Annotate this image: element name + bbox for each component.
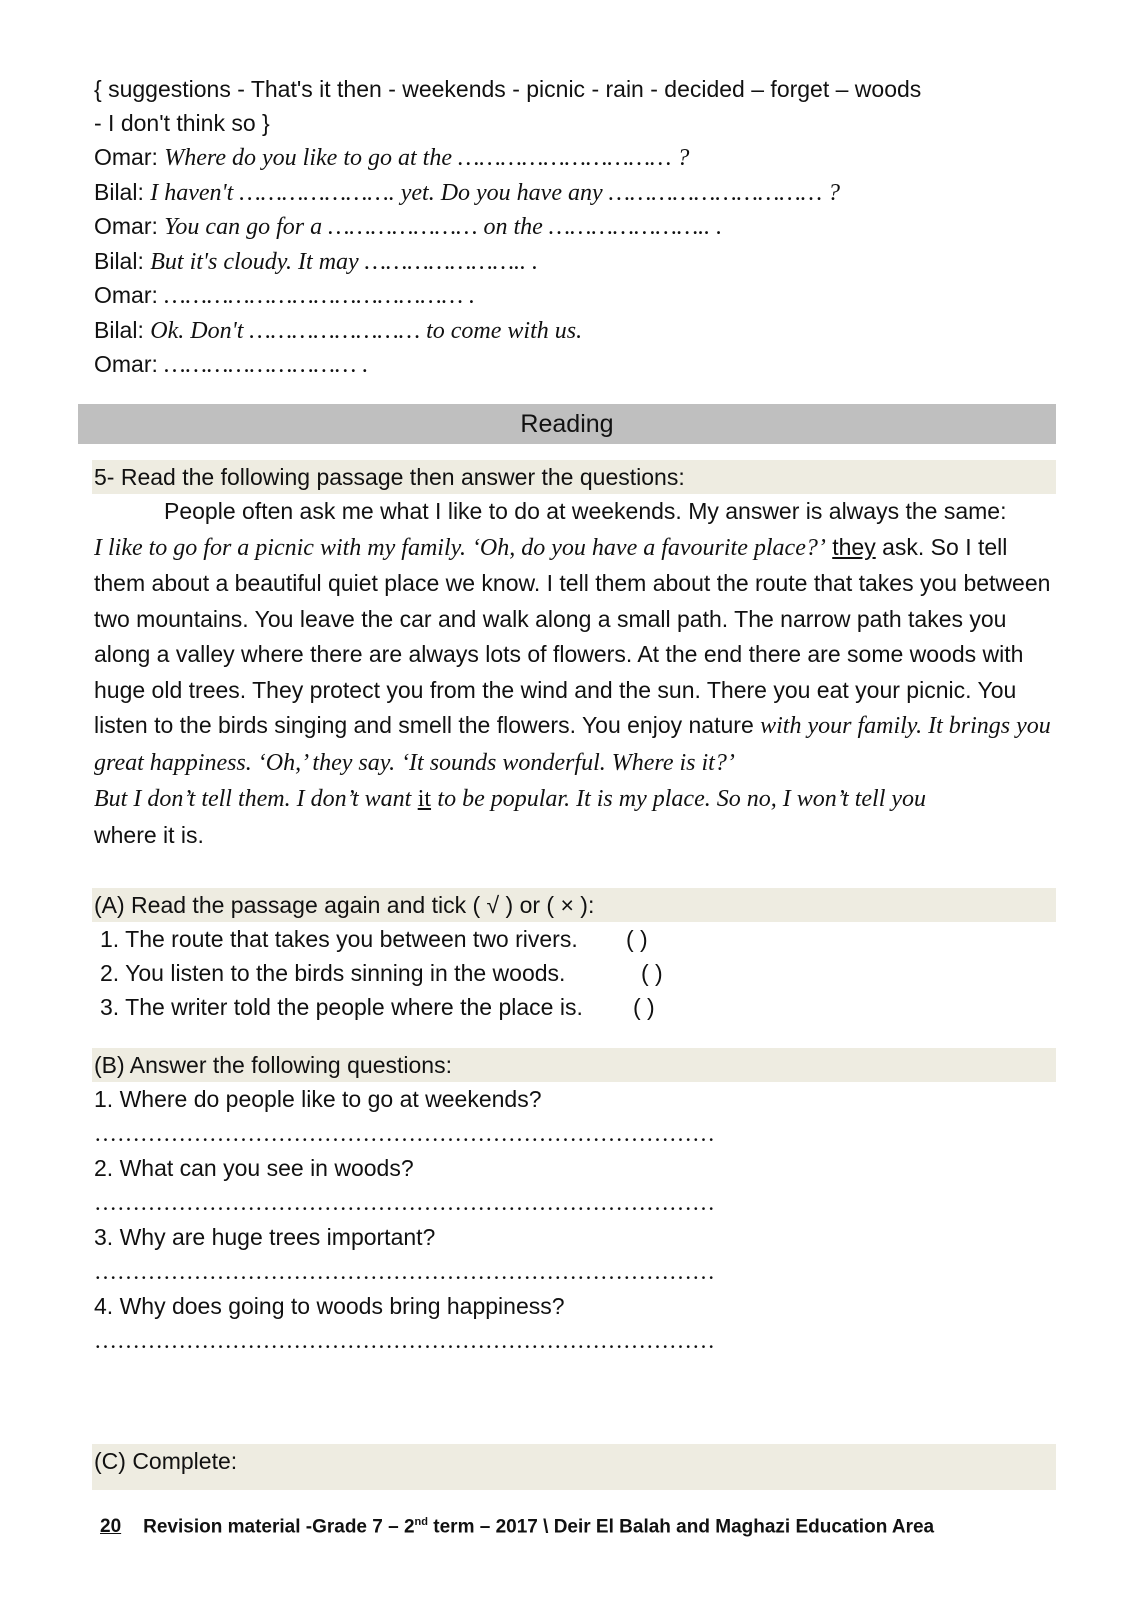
speaker: Bilal:: [94, 317, 144, 343]
dialogue-line: [94, 347, 368, 382]
underlined-word: they: [832, 533, 876, 560]
passage-quote: to be popular. It is my place. So no, I won’t tell you: [437, 786, 927, 812]
dialogue-line: [94, 140, 689, 175]
word-bank-line-2: - I don't think so }: [94, 110, 270, 136]
page-number: 20: [100, 1516, 122, 1538]
passage-paragraph-2: [94, 530, 1054, 782]
dialogue-line: [94, 278, 475, 313]
dialogue-line: [94, 209, 722, 244]
tick-box[interactable]: ( ): [633, 994, 655, 1020]
dialogue-line: [94, 175, 840, 210]
section-title: Reading: [520, 410, 614, 438]
answer-line[interactable]: ………………………………………………………………………: [94, 1259, 715, 1284]
question: 1. Where do people like to go at weekends?: [94, 1086, 542, 1112]
reading-passage: [94, 494, 1054, 853]
tick-item-text: 2. You listen to the birds sinning in the woods.: [100, 960, 566, 986]
passage-text: ask. So I tell them about a beautiful quiet place we know. I tell them about the route that takes you between two mountains. You leave the car and walk along a small path. The narrow path takes you along a valley where there are always lots of flowers. At the end there are some woods with huge old trees. They protect you from the wind and the sun. There you eat your picnic. You listen to the birds singing and smell the flowers. You enjoy nature: [94, 533, 1051, 738]
part-a-heading: (A) Read the passage again and tick ( √ ) or ( × ):: [94, 892, 595, 918]
dialogue-text: Where do you like to go at the ………………………… ?: [164, 145, 690, 171]
answer-line[interactable]: ………………………………………………………………………: [94, 1328, 715, 1353]
tick-box[interactable]: ( ): [626, 926, 648, 952]
answer-line[interactable]: ………………………………………………………………………: [94, 1190, 715, 1215]
passage-quote: with your family. It brings you great happiness. ‘Oh,’ they say. ‘It sounds wonderful. Where is it?’: [94, 713, 1051, 776]
tick-item-text: 1. The route that takes you between two rivers.: [100, 926, 578, 952]
dialogue-line: [94, 244, 538, 279]
underlined-word: it: [417, 786, 432, 812]
dialogue-text: Ok. Don't …………………… to come with us.: [150, 318, 583, 344]
word-bank-line-1: { suggestions - That's it then - weekends - picnic - rain - decided – forget – woods: [94, 76, 922, 102]
speaker: Omar:: [94, 213, 158, 239]
footer-text: Revision material -Grade 7 – 2: [143, 1516, 415, 1538]
answer-line[interactable]: ………………………………………………………………………: [94, 1121, 715, 1146]
speaker: Omar:: [94, 144, 158, 170]
passage-quote: But I don’t tell them. I don’t want: [94, 786, 412, 812]
page-footer: [100, 1516, 934, 1538]
passage-paragraph-1: People often ask me what I like to do at weekends. My answer is always the same:: [164, 498, 1007, 524]
tick-item: [100, 922, 648, 956]
dialogue-line: [94, 313, 582, 348]
part-c-heading: (C) Complete:: [94, 1448, 238, 1474]
dialogue-text: You can go for a ………………… on the ………………….. .: [164, 214, 723, 240]
passage-text: where it is.: [94, 821, 204, 848]
footer-text: term – 2017 \ Deir El Balah and Maghazi Education Area: [428, 1516, 935, 1538]
dialogue-text: ……………………… .: [164, 352, 369, 378]
dialogue-text: But it's cloudy. It may ………………….. .: [150, 249, 539, 275]
tick-box[interactable]: ( ): [641, 960, 663, 986]
passage-paragraph-3: [94, 781, 1054, 853]
question-heading: 5- Read the following passage then answer the questions:: [94, 464, 685, 490]
footer-superscript: nd: [414, 1516, 428, 1528]
speaker: Bilal:: [94, 248, 144, 274]
passage-quote: I like to go for a picnic with my family. ‘Oh, do you have a favourite place?’: [94, 534, 826, 561]
question: 2. What can you see in woods?: [94, 1155, 414, 1181]
dialogue-text: …………………………………… .: [164, 283, 476, 309]
tick-item-text: 3. The writer told the people where the place is.: [100, 994, 583, 1020]
dialogue-text: I haven't …………………. yet. Do you have any ………………………… ?: [150, 180, 841, 206]
part-b-heading: (B) Answer the following questions:: [94, 1052, 452, 1078]
question: 4. Why does going to woods bring happiness?: [94, 1293, 565, 1319]
speaker: Omar:: [94, 282, 158, 308]
speaker: Bilal:: [94, 179, 144, 205]
tick-item: [100, 990, 655, 1024]
question: 3. Why are huge trees important?: [94, 1224, 436, 1250]
tick-item: [100, 956, 663, 990]
speaker: Omar:: [94, 351, 158, 377]
